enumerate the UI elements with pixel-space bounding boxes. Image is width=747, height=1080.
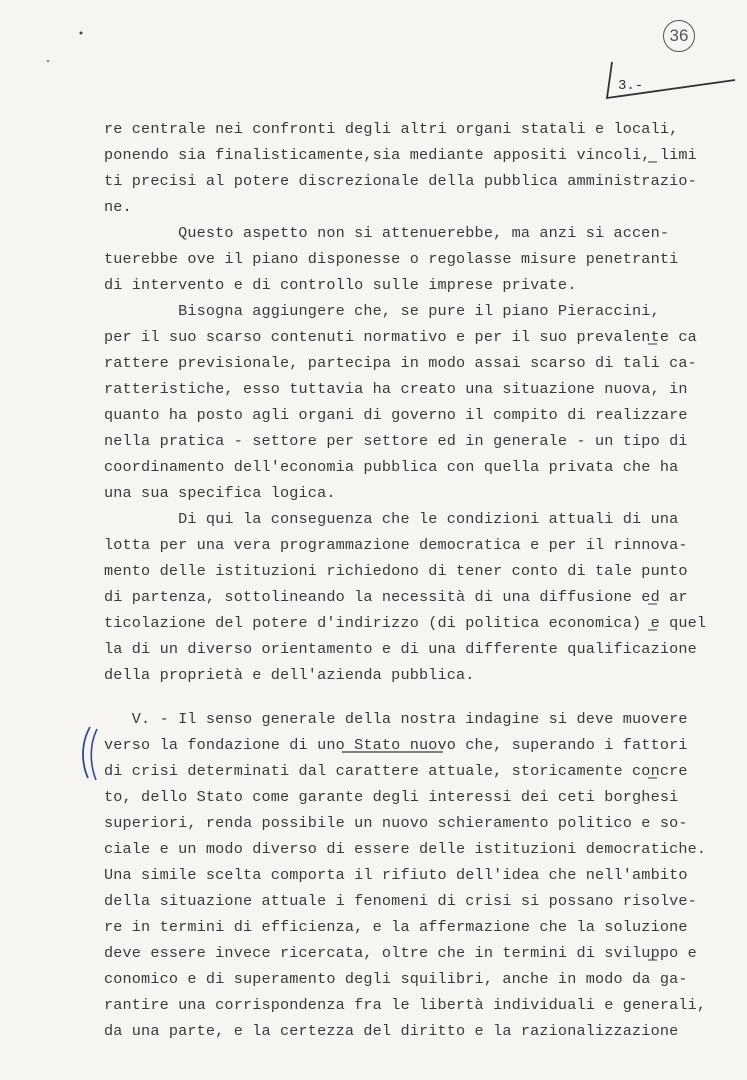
text-line: to, dello Stato come garante degli interessi dei ceti borghesi [104,788,679,806]
text-line: ne. [104,198,132,216]
section-heading-line: V. - Il senso generale della nostra indagine si deve muovere [104,710,688,728]
text-line: di crisi determinati dal carattere attuale, storicamente concre [104,762,688,780]
text-line: Una simile scelta comporta il rifiuto dell'idea che nell'ambito [104,866,688,884]
text-line: ti precisi al potere discrezionale della pubblica amministrazio- [104,172,697,190]
text-line: la di un diverso orientamento e di una differente qualificazione [104,640,697,658]
text-line: lotta per una vera programmazione democratica e per il rinnova- [104,536,688,554]
text-line: della situazione attuale i fenomeni di crisi si possano risolve- [104,892,697,910]
page-number: 3.- [618,78,644,94]
text-line: Di qui la conseguenza che le condizioni attuali di una [104,510,679,528]
text-line: verso la fondazione di uno Stato nuovo che, superando i fattori [104,736,688,754]
text-line: conomico e di superamento degli squilibri, anche in modo da ga- [104,970,688,988]
text-line: rantire una corrispondenza fra le libertà individuali e generali, [104,996,707,1014]
text-line: Bisogna aggiungere che, se pure il piano Pieraccini, [104,302,660,320]
text-line: ciale e un modo diverso di essere delle istituzioni democratiche. [104,840,707,858]
text-line: superiori, renda possibile un nuovo schieramento politico e so- [104,814,688,832]
text-line: quanto ha posto agli organi di governo il compito di realizzare [104,406,688,424]
text-line: re in termini di efficienza, e la affermazione che la soluzione [104,918,688,936]
text-line: da una parte, e la certezza del diritto e la razionalizzazione [104,1022,679,1040]
folio-stamp: 36 [663,20,695,52]
text-line: deve essere invece ricercata, oltre che in termini di sviluppo e [104,944,697,962]
text-line: di intervento e di controllo sulle imprese private. [104,276,577,294]
text-line: una sua specifica logica. [104,484,336,502]
text-line: re centrale nei confronti degli altri organi statali e locali, [104,120,679,138]
text-line: ratteristiche, esso tuttavia ha creato una situazione nuova, in [104,380,688,398]
text-line: della proprietà e dell'azienda pubblica. [104,666,475,684]
text-line: ponendo sia finalisticamente,sia mediante appositi vincoli, limi [104,146,697,164]
text-line: ticolazione del potere d'indirizzo (di politica economica) e quel [104,614,707,632]
text-line: coordinamento dell'economia pubblica con quella privata che ha [104,458,679,476]
text-line: tuerebbe ove il piano disponesse o regolasse misure penetranti [104,250,679,268]
text-line: per il suo scarso contenuti normativo e per il suo prevalente ca [104,328,697,346]
text-line: nella pratica - settore per settore ed in generale - un tipo di [104,432,688,450]
text-line: mento delle istituzioni richiedono di tener conto di tale punto [104,562,688,580]
text-line: Questo aspetto non si attenuerebbe, ma anzi si accen- [104,224,670,242]
text-line: di partenza, sottolineando la necessità di una diffusione ed ar [104,588,688,606]
text-line: rattere previsionale, partecipa in modo assai scarso di tali ca- [104,354,697,372]
